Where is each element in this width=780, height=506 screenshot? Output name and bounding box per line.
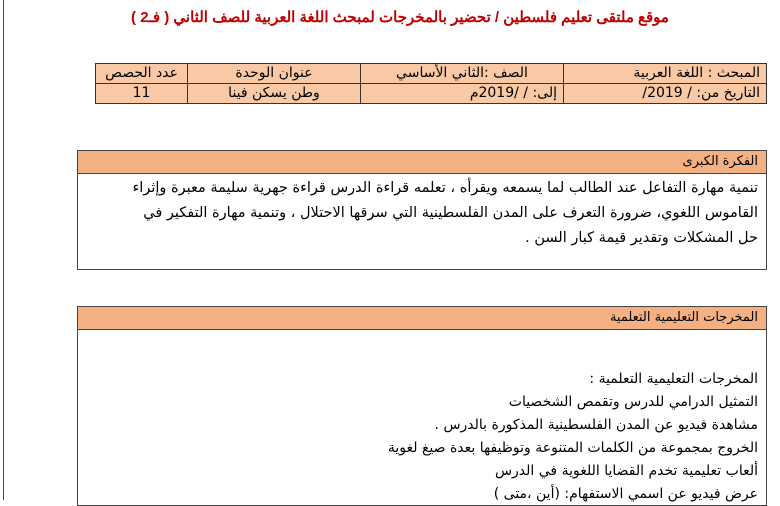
outcomes-box [77,306,767,506]
date-from-cell: التاريخ من: / 2019/ [564,84,767,104]
outcome-line: الخروج بمجموعة من الكلمات المتنوعة وتوظيفها بعدة صيغ لغوية [387,440,758,456]
big-idea-line: تنمية مهارة التفاعل عند الطالب لما يسمعه ويقرأه ، تعلمه قراءة الدرس قراءة جهرية سليمة معبرة وإثراء [132,180,758,196]
outcome-line: مشاهدة فيديو عن المدن الفلسطينية المذكورة بالدرس . [434,417,758,433]
outcome-line: المخرجات التعليمية التعلمية : [589,371,758,387]
outcomes-body [78,330,766,506]
big-idea-heading: الفكرة الكبرى [78,151,766,174]
info-row-1 [96,64,767,84]
outcome-line: التمثيل الدرامي للدرس وتقمص الشخصيات [508,394,758,410]
big-idea-line: حل المشكلات وتقدير قيمة كبار السن . [525,230,758,246]
lessons-count-value: 11 [96,84,188,104]
lessons-count-label: عدد الحصص [96,64,188,84]
outcome-line: ألعاب تعليمية تخدم القضايا اللغوية في الدرس [494,463,758,479]
outcomes-heading: المخرجات التعليمية التعلمية [78,307,766,330]
page-title: موقع ملتقى تعليم فلسطين / تحضير بالمخرجات لمبحث اللغة العربية للصف الثاني ( فـ2 ) [131,9,669,26]
unit-title-value: وطن يسكن فينا [188,84,361,104]
unit-title-label: عنوان الوحدة [188,64,361,84]
subject-cell: المبحث : اللغة العربية [564,64,767,84]
outcome-line: عرض فيديو عن اسمي الاستفهام: (أين ،متى ) [493,486,758,502]
info-table [95,63,767,104]
page-left-border [3,0,4,500]
grade-cell: الصف :الثاني الأساسي [361,64,564,84]
big-idea-body [78,174,766,251]
date-to-cell: إلى: / /2019م [361,84,564,104]
big-idea-line: القاموس اللغوي، ضرورة التعرف على المدن الفلسطينية التي سرقها الاحتلال ، وتنمية مهارة التفكير في [143,205,758,221]
info-row-2 [96,84,767,104]
big-idea-box [77,150,767,270]
